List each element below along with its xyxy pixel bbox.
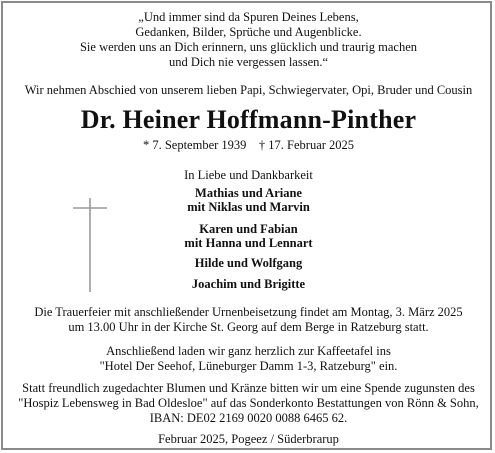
quote-line: „Und immer sind da Spuren Deines Lebens,: [138, 10, 359, 24]
life-dates: * 7. September 1939 † 17. Februar 2025: [142, 138, 355, 152]
mourner-line: Mathias und Ariane: [195, 186, 302, 200]
funeral-line: um 13.00 Uhr in der Kirche St. Georg auf dem Berge in Ratzeburg statt.: [68, 320, 429, 334]
mourner-line: mit Hanna und Lennart: [184, 236, 313, 250]
coffee-line: Anschließend laden wir ganz herzlich zur Kaffeetafel ins: [106, 344, 391, 358]
obituary-frame: [1, 1, 492, 450]
quote-line: und Dich nie vergessen lassen.“: [168, 55, 329, 69]
footer-text: Februar 2025, Pogeez / Süderbrarup: [158, 432, 339, 446]
donation-line: IBAN: DE02 2169 0020 0088 6465 62.: [149, 411, 348, 425]
donation-line: "Hospiz Lebensweg in Bad Oldesloe" auf das Sonderkonto Bestattungen von Rönn & Sohn,: [18, 396, 479, 410]
funeral-line: Die Trauerfeier mit anschließender Urnenbeisetzung findet am Montag, 3. März 2025: [34, 305, 463, 319]
mourner-line: mit Niklas und Marvin: [187, 200, 310, 214]
quote-line: Sie werden uns an Dich erinnern, uns glücklich und traurig machen: [79, 40, 418, 54]
latin-cross-icon: [73, 198, 107, 292]
deceased-name: Dr. Heiner Hoffmann-Pinther: [80, 105, 417, 134]
donation-line: Statt freundlich zugedachter Blumen und Kränze bitten wir um eine Spende zugunsten des: [22, 381, 475, 395]
mourners-intro: In Liebe und Dankbarkeit: [184, 168, 313, 182]
mourner-line: Karen und Fabian: [199, 222, 298, 236]
mourner-line: Hilde und Wolfgang: [194, 256, 303, 270]
intro-text: Wir nehmen Abschied von unserem lieben Papi, Schwiegervater, Opi, Bruder und Cousin: [24, 83, 473, 97]
coffee-line: "Hotel Der Seehof, Lüneburger Damm 1-3, Ratzeburg" ein.: [99, 359, 398, 373]
quote-line: Gedanken, Bilder, Sprüche und Augenblicke.: [135, 25, 362, 39]
mourner-line: Joachim und Brigitte: [191, 277, 306, 291]
